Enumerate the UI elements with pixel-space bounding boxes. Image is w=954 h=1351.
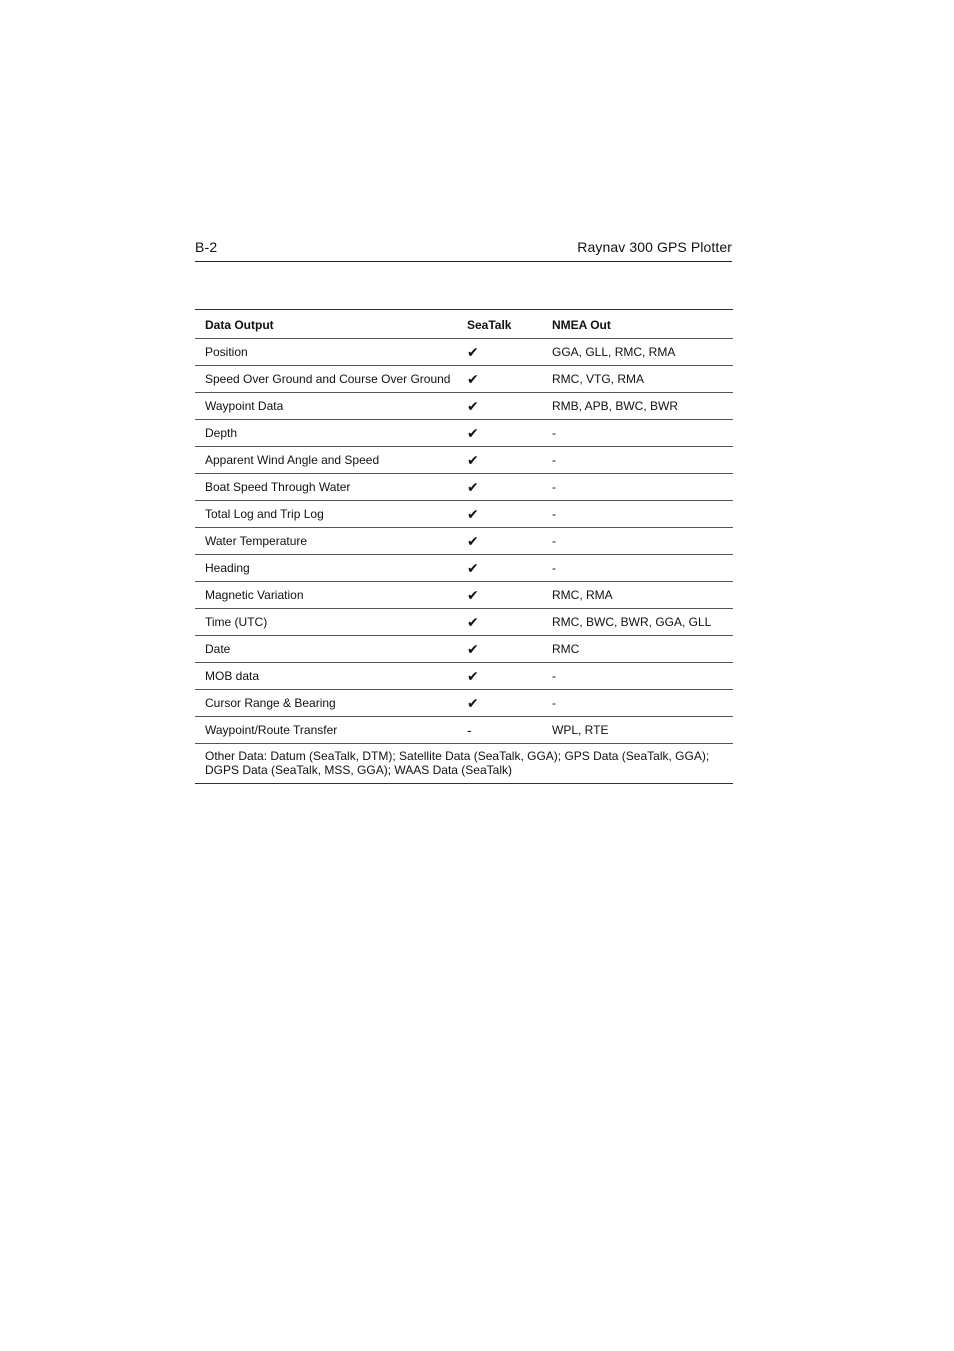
data-output-cell: Depth [195,420,457,447]
seatalk-cell: ✔ [457,555,542,582]
data-output-cell: Magnetic Variation [195,582,457,609]
table-row [195,582,733,609]
other-data-note: Other Data: Datum (SeaTalk, DTM); Satellite Data (SeaTalk, GGA); GPS Data (SeaTalk, GGA); DGPS Data (SeaTalk, MSS, GGA); WAAS Data (SeaTalk) [195,744,733,784]
data-output-cell: Water Temperature [195,528,457,555]
data-output-cell: Time (UTC) [195,609,457,636]
nmea-out-cell: RMC, VTG, RMA [542,366,733,393]
nmea-out-cell: - [542,663,733,690]
table-row [195,609,733,636]
seatalk-cell: ✔ [457,690,542,717]
seatalk-cell: ✔ [457,663,542,690]
table-row [195,339,733,366]
data-output-cell: MOB data [195,663,457,690]
nmea-out-cell: - [542,690,733,717]
data-output-cell: Date [195,636,457,663]
page-header [195,237,732,262]
table-row [195,663,733,690]
table-row [195,555,733,582]
column-header-nmea-out: NMEA Out [542,310,733,339]
table-row [195,528,733,555]
data-output-cell: Cursor Range & Bearing [195,690,457,717]
data-output-cell: Total Log and Trip Log [195,501,457,528]
seatalk-cell: ✔ [457,339,542,366]
data-output-cell: Waypoint/Route Transfer [195,717,457,744]
data-output-table [195,309,733,784]
nmea-out-cell: - [542,501,733,528]
data-output-cell: Heading [195,555,457,582]
nmea-out-cell: RMC, RMA [542,582,733,609]
table-row [195,420,733,447]
seatalk-cell: ✔ [457,393,542,420]
nmea-out-cell: - [542,555,733,582]
seatalk-cell: ✔ [457,528,542,555]
column-header-data-output: Data Output [195,310,457,339]
seatalk-cell: ✔ [457,420,542,447]
nmea-out-cell: WPL, RTE [542,717,733,744]
table-row [195,636,733,663]
nmea-out-cell: GGA, GLL, RMC, RMA [542,339,733,366]
table-row [195,393,733,420]
column-header-seatalk: SeaTalk [457,310,542,339]
table-row [195,474,733,501]
nmea-out-cell: - [542,474,733,501]
nmea-out-cell: RMC, BWC, BWR, GGA, GLL [542,609,733,636]
seatalk-cell: ✔ [457,474,542,501]
table-header-row [195,310,733,339]
data-output-cell: Apparent Wind Angle and Speed [195,447,457,474]
data-output-cell: Waypoint Data [195,393,457,420]
nmea-out-cell: RMB, APB, BWC, BWR [542,393,733,420]
table-row [195,447,733,474]
table-row [195,501,733,528]
data-output-cell: Speed Over Ground and Course Over Ground [195,366,457,393]
manual-title: Raynav 300 GPS Plotter [577,239,732,255]
nmea-out-cell: - [542,447,733,474]
seatalk-cell: ✔ [457,582,542,609]
nmea-out-cell: RMC [542,636,733,663]
nmea-out-cell: - [542,528,733,555]
seatalk-cell: ✔ [457,366,542,393]
data-output-cell: Position [195,339,457,366]
seatalk-cell: - [457,717,542,744]
seatalk-cell: ✔ [457,636,542,663]
nmea-out-cell: - [542,420,733,447]
table-note-row [195,744,733,784]
table-row [195,366,733,393]
seatalk-cell: ✔ [457,609,542,636]
table-row [195,690,733,717]
table-row [195,717,733,744]
seatalk-cell: ✔ [457,501,542,528]
page-number: B-2 [195,239,218,255]
seatalk-cell: ✔ [457,447,542,474]
data-output-cell: Boat Speed Through Water [195,474,457,501]
